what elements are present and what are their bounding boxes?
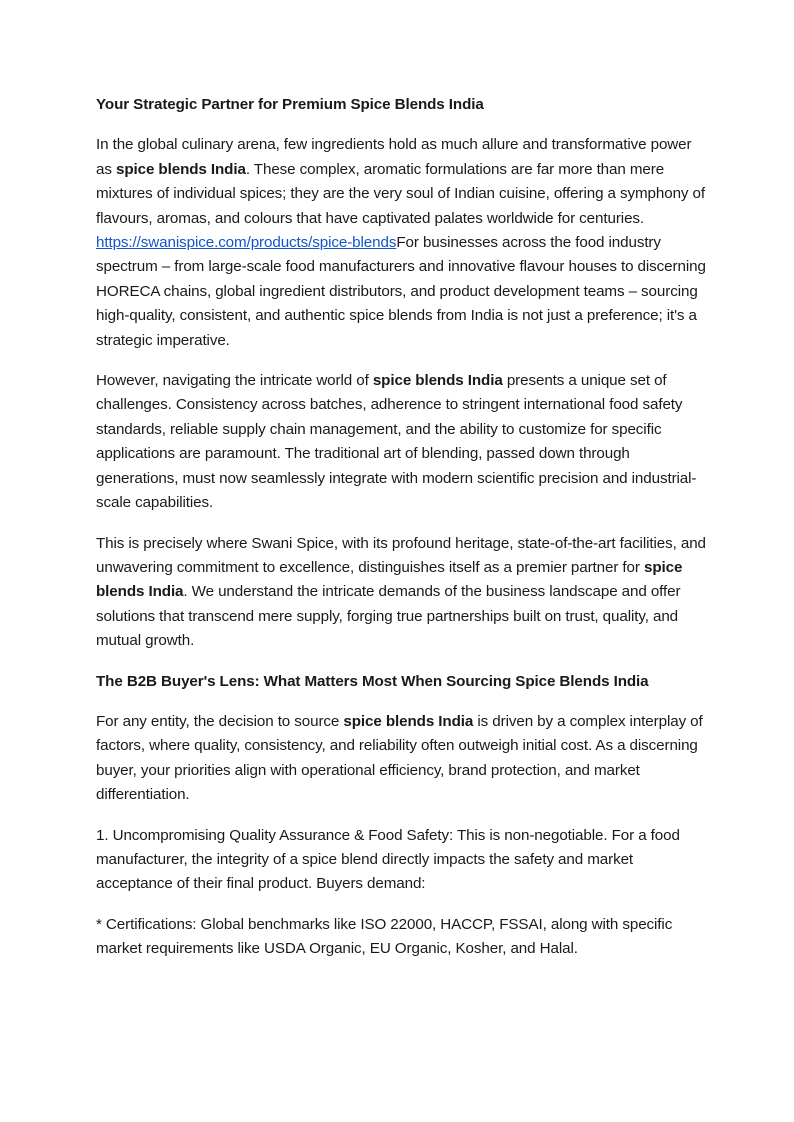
keyword-bold: spice blends India (115, 160, 246, 178)
keyword-bold: spice blends India (372, 372, 503, 390)
challenges-text-1: However, navigating the intricate world of (96, 372, 373, 390)
intro-text-2: . These complex, aromatic formulations are far more than mere mixtures of individual spices; they are the very soul of Indian cuisine, offering a symphony of flavours, aromas, and colours that have captivated palates worldwide for centuries. (96, 160, 706, 227)
quality-assurance-paragraph: 1. Uncompromising Quality Assurance & Food Safety: This is non-negotiable. For a food manufacturer, the integrity of a spice blend directly impacts the safety and market acceptance of their final product. Buyers demand: (96, 826, 680, 893)
buyer-text-2: is driven by a complex interplay of factors, where quality, consistency, and reliability often outweigh initial cost. As a discerning buyer, your priorities align with operational efficiency, brand protection, and market differentiation. (96, 712, 703, 804)
buyer-decision-paragraph (96, 710, 706, 808)
keyword-bold: spice blends India (343, 712, 474, 730)
heading-strategic-partner: Your Strategic Partner for Premium Spice Blends India (96, 96, 484, 113)
swani-text-1: This is precisely where Swani Spice, with its profound heritage, state-of-the-art facilities, and unwavering commitment to excellence, distinguishes itself as a premier partner for (96, 534, 706, 576)
document-page (96, 93, 706, 978)
intro-text-3: For businesses across the food industry spectrum – from large-scale food manufacturers and innovative flavour houses to discerning HORECA chains, global ingredient distributors, and product development teams – sourcing high-quality, consistent, and authentic spice blends from India is not just a preference; it's a strategic imperative. (96, 234, 706, 349)
intro-text-1: In the global culinary arena, few ingredients hold as much allure and transformative power as (96, 136, 692, 178)
keyword-bold: spice blends India (96, 558, 683, 601)
buyer-text-1: For any entity, the decision to source (96, 712, 344, 730)
heading-buyers-lens: The B2B Buyer's Lens: What Matters Most When Sourcing Spice Blends India (96, 672, 649, 690)
swani-text-2: . We understand the intricate demands of the business landscape and offer solutions that transcend mere supply, forging true partnerships built on trust, quality, and mutual growth. (96, 583, 681, 650)
swani-spice-paragraph (96, 532, 706, 654)
certifications-paragraph: * Certifications: Global benchmarks like ISO 22000, HACCP, FSSAI, along with specific market requirements like USDA Organic, EU Organic, Kosher, and Halal. (96, 915, 673, 958)
challenges-paragraph (96, 369, 706, 515)
challenges-text-2: presents a unique set of challenges. Consistency across batches, adherence to stringent international food safety standards, reliable supply chain management, and the ability to customize for specific applications are paramount. The traditional art of blending, passed down through generations, must now seamlessly integrate with modern scientific precision and industrial-scale capabilities. (96, 372, 697, 512)
intro-paragraph (96, 133, 706, 353)
spice-blends-link[interactable]: https://swanispice.com/products/spice-blends (96, 234, 397, 252)
